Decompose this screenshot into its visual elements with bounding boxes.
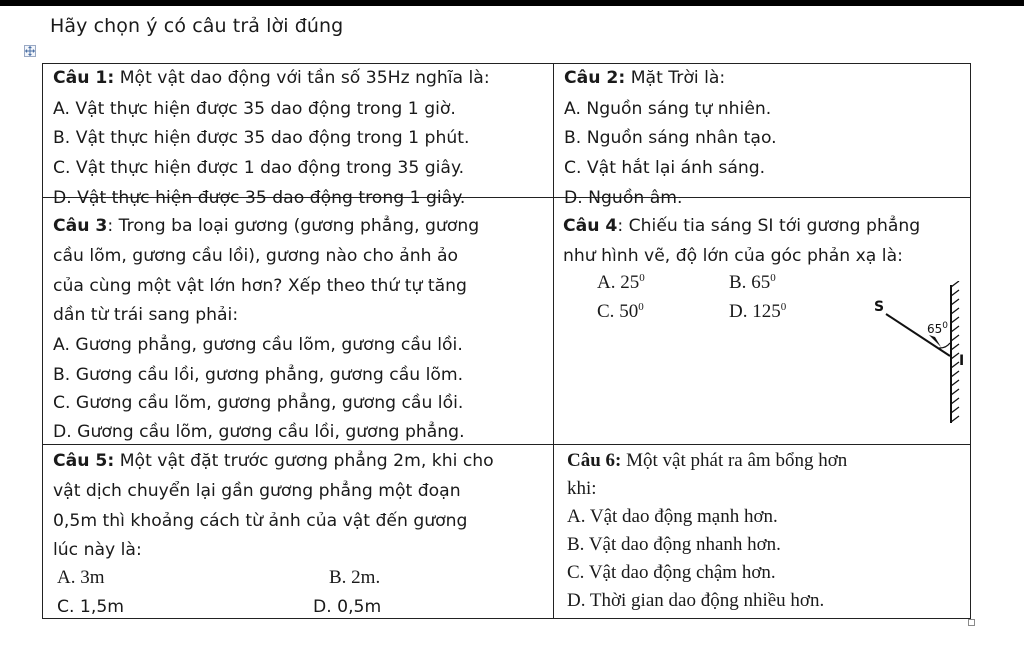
question-table bbox=[42, 63, 971, 619]
question-1-text: Một vật dao động với tần số 35Hz nghĩa là: bbox=[114, 68, 490, 88]
angle-arc bbox=[939, 343, 950, 348]
question-5-stem-line: 0,5m thì khoảng cách từ ảnh của vật đến gương bbox=[53, 511, 468, 531]
page-title: Hãy chọn ý có câu trả lời đúng bbox=[50, 15, 344, 37]
question-3-stem-line: dần từ trái sang phải: bbox=[53, 305, 239, 325]
table-move-handle[interactable] bbox=[24, 45, 36, 57]
question-6-option-a: A. Vật dao động mạnh hơn. bbox=[567, 506, 778, 527]
question-2-option-b: B. Nguồn sáng nhân tạo. bbox=[564, 128, 777, 148]
point-label-i: I bbox=[959, 353, 965, 369]
question-6-option-d: D. Thời gian dao động nhiều hơn. bbox=[567, 590, 825, 611]
question-3-stem-line: của cùng một vật lớn hơn? Xếp theo thứ tự tăng bbox=[53, 276, 467, 296]
question-6-option-b: B. Vật dao động nhanh hơn. bbox=[567, 534, 781, 555]
question-4-option-c: C. $50^0$ bbox=[597, 301, 644, 322]
angle-label: $65^0$ bbox=[927, 321, 949, 336]
question-6-stem: Câu 6: Một vật phát ra âm bổng hơn bbox=[567, 450, 848, 471]
ray-label-s: S bbox=[874, 299, 885, 315]
question-3-label: Câu 3 bbox=[53, 216, 108, 236]
question-5-stem-line: vật dịch chuyển lại gần gương phẳng một đoạn bbox=[53, 481, 461, 501]
question-5-option-a: A. 3m bbox=[57, 567, 105, 588]
question-5-label: Câu 5: bbox=[53, 451, 115, 471]
question-1-label: Câu 1: bbox=[53, 68, 115, 88]
mirror-hatching bbox=[951, 281, 959, 422]
question-3-stem-line: cầu lõm, gương cầu lồi), gương nào cho ảnh ảo bbox=[53, 246, 459, 266]
question-1-option-d: D. Vật thực hiện được 35 dao động trong 1 giây. bbox=[53, 188, 466, 208]
question-3-option-a: A. Gương phẳng, gương cầu lõm, gương cầu lồi. bbox=[53, 335, 463, 355]
question-4-stem-line: như hình vẽ, độ lớn của góc phản xạ là: bbox=[563, 246, 903, 266]
question-2-text: Mặt Trời là: bbox=[625, 68, 726, 88]
question-6-label: Câu 6: bbox=[567, 450, 622, 471]
question-4-option-b: B. $65^0$ bbox=[729, 272, 776, 293]
row-divider bbox=[43, 444, 970, 445]
question-4-option-d: D. $125^0$ bbox=[729, 301, 787, 322]
question-5-stem: Câu 5: Một vật đặt trước gương phẳng 2m, khi cho bbox=[53, 451, 494, 471]
question-3-option-d: D. Gương cầu lõm, gương cầu lồi, gương phẳng. bbox=[53, 422, 465, 442]
question-1-option-b: B. Vật thực hiện được 35 dao động trong 1 phút. bbox=[53, 128, 470, 148]
mirror-diagram bbox=[828, 281, 978, 441]
top-border bbox=[0, 0, 1024, 6]
question-2-stem bbox=[564, 67, 725, 89]
question-3-option-b: B. Gương cầu lồi, gương phẳng, gương cầu lõm. bbox=[53, 365, 464, 385]
question-1-option-c: C. Vật thực hiện được 1 dao động trong 35 giây. bbox=[53, 158, 465, 178]
question-2-option-d: D. Nguồn âm. bbox=[564, 188, 683, 208]
question-2-option-a: A. Nguồn sáng tự nhiên. bbox=[564, 99, 772, 119]
question-5-option-c: C. 1,5m bbox=[57, 597, 125, 617]
question-6-option-c: C. Vật dao động chậm hơn. bbox=[567, 562, 776, 583]
question-5-option-b: B. 2m. bbox=[329, 567, 381, 588]
question-5-option-d: D. 0,5m bbox=[313, 597, 382, 617]
question-3-stem: Câu 3: Trong ba loại gương (gương phẳng, gương bbox=[53, 216, 480, 236]
question-4-label: Câu 4 bbox=[563, 216, 618, 236]
question-4-option-a: A. $25^0$ bbox=[597, 272, 645, 293]
question-2-label: Câu 2: bbox=[564, 68, 626, 88]
question-6-stem-line: khi: bbox=[567, 478, 597, 499]
question-3-option-c: C. Gương cầu lõm, gương phẳng, gương cầu lồi. bbox=[53, 393, 464, 413]
question-5-stem-line: lúc này là: bbox=[53, 540, 142, 560]
question-2-option-c: C. Vật hắt lại ánh sáng. bbox=[564, 158, 766, 178]
question-4-stem: Câu 4: Chiếu tia sáng SI tới gương phẳng bbox=[563, 216, 921, 236]
question-1-option-a: A. Vật thực hiện được 35 dao động trong 1 giờ. bbox=[53, 99, 456, 119]
move-icon bbox=[25, 46, 35, 56]
question-1-stem bbox=[53, 67, 490, 89]
column-divider bbox=[553, 64, 554, 618]
table-resize-handle[interactable] bbox=[968, 619, 975, 626]
